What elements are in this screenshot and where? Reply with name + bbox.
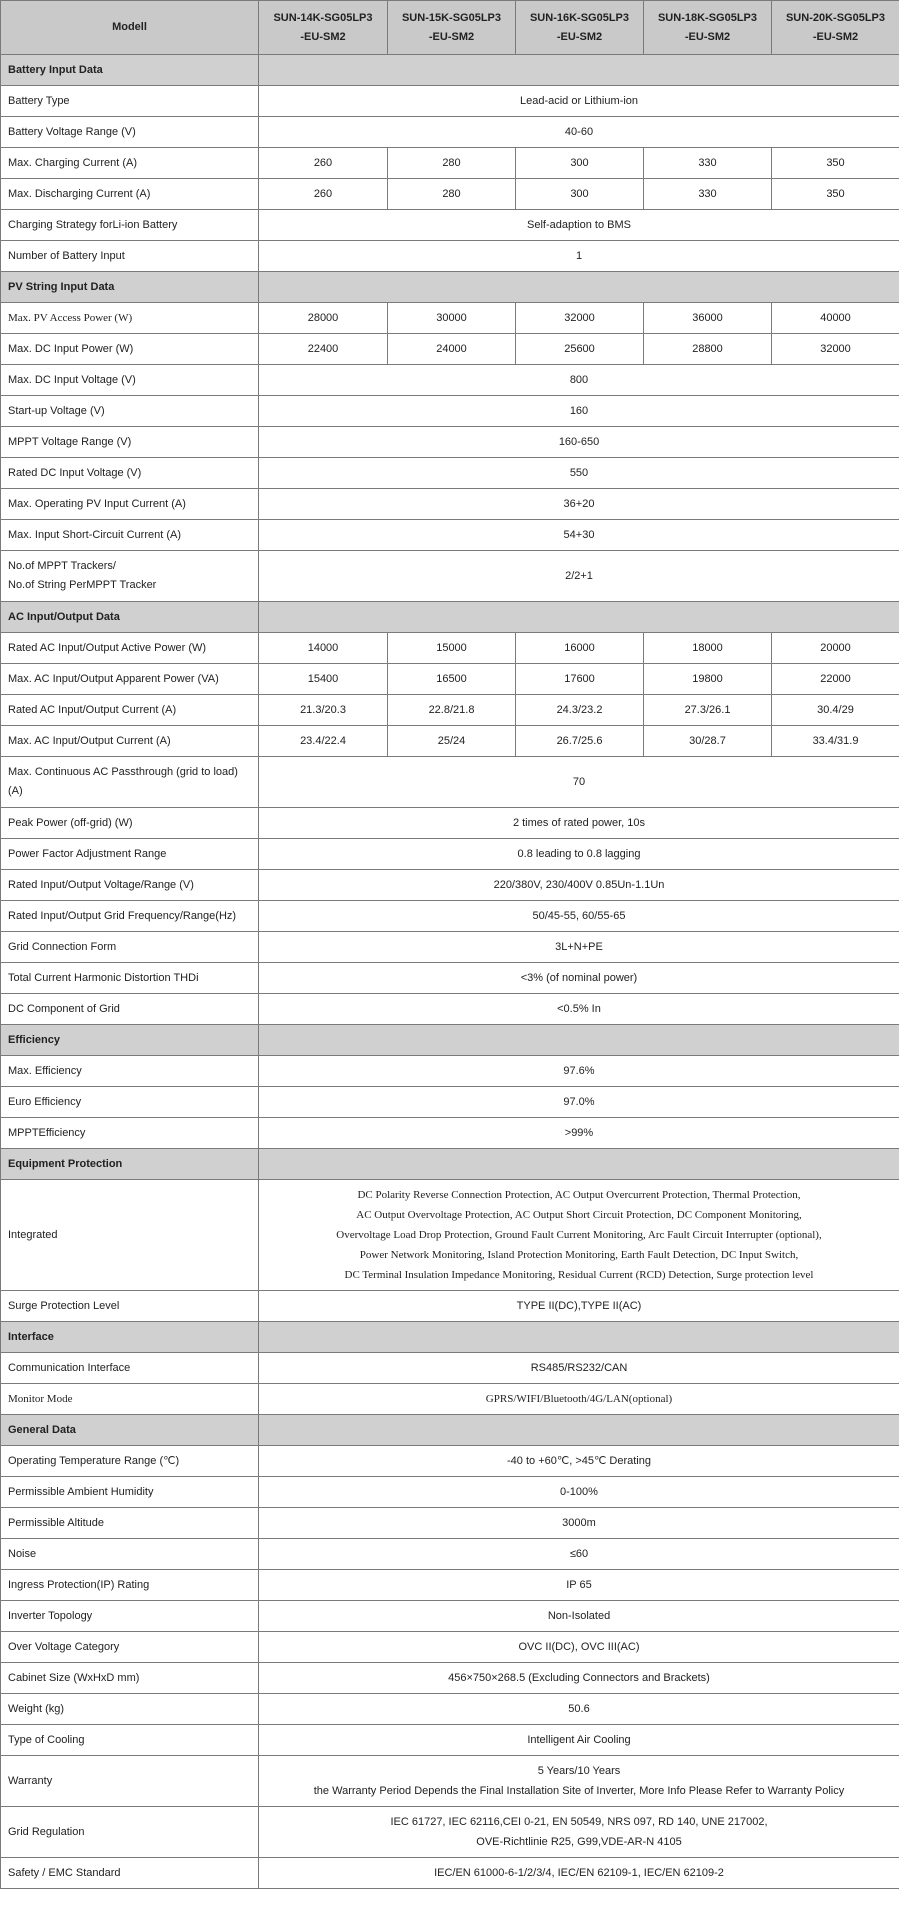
spec-row	[1, 1384, 899, 1415]
spec-value: 16000	[516, 633, 644, 664]
spec-value: 25/24	[388, 726, 516, 757]
spec-value: Intelligent Air Cooling	[259, 1725, 899, 1756]
section-header	[1, 1415, 899, 1446]
spec-row	[1, 870, 899, 901]
spec-row	[1, 1694, 899, 1725]
spec-label: Cabinet Size (WxHxD mm)	[1, 1663, 259, 1694]
spec-value: 22000	[772, 664, 899, 695]
section-title: Interface	[1, 1322, 259, 1353]
section-filler	[259, 602, 899, 633]
spec-row	[1, 1353, 899, 1384]
spec-value: 54+30	[259, 520, 899, 551]
spec-row	[1, 86, 899, 117]
spec-label: Noise	[1, 1539, 259, 1570]
section-title: AC Input/Output Data	[1, 602, 259, 633]
spec-value: 25600	[516, 334, 644, 365]
spec-label: Peak Power (off-grid) (W)	[1, 808, 259, 839]
spec-value: 30/28.7	[644, 726, 772, 757]
spec-row	[1, 334, 899, 365]
spec-row	[1, 303, 899, 334]
spec-value: 220/380V, 230/400V 0.85Un-1.1Un	[259, 870, 899, 901]
spec-value: -40 to +60℃, >45℃ Derating	[259, 1446, 899, 1477]
spec-label: No.of MPPT Trackers/ No.of String PerMPPT Tracker	[1, 551, 259, 602]
spec-row	[1, 901, 899, 932]
spec-value: 33.4/31.9	[772, 726, 899, 757]
spec-row	[1, 633, 899, 664]
spec-label: Rated Input/Output Voltage/Range (V)	[1, 870, 259, 901]
spec-label: Inverter Topology	[1, 1601, 259, 1632]
spec-value: Lead-acid or Lithium-ion	[259, 86, 899, 117]
spec-label: Permissible Altitude	[1, 1508, 259, 1539]
spec-label: Euro Efficiency	[1, 1087, 259, 1118]
spec-value: 97.6%	[259, 1056, 899, 1087]
spec-label: Ingress Protection(IP) Rating	[1, 1570, 259, 1601]
spec-row	[1, 726, 899, 757]
spec-label: Max. DC Input Voltage (V)	[1, 365, 259, 396]
spec-value: <0.5% In	[259, 994, 899, 1025]
spec-label: Weight (kg)	[1, 1694, 259, 1725]
spec-value: 21.3/20.3	[259, 695, 388, 726]
section-title: Equipment Protection	[1, 1149, 259, 1180]
spec-value: 18000	[644, 633, 772, 664]
section-filler	[259, 1025, 899, 1056]
spec-value: Non-Isolated	[259, 1601, 899, 1632]
spec-value: 22.8/21.8	[388, 695, 516, 726]
header-row	[1, 1, 899, 55]
spec-row	[1, 1087, 899, 1118]
spec-value: 16500	[388, 664, 516, 695]
spec-row	[1, 1570, 899, 1601]
model-header: SUN-20K-SG05LP3 -EU-SM2	[772, 1, 899, 55]
spec-value: IEC 61727, IEC 62116,CEI 0-21, EN 50549, NRS 097, RD 140, UNE 217002, OVE-Richtlinie R25, G99,VDE-AR-N 4105	[259, 1807, 899, 1858]
spec-label: Monitor Mode	[1, 1384, 259, 1415]
spec-row	[1, 365, 899, 396]
spec-value: 15000	[388, 633, 516, 664]
spec-label: Start-up Voltage (V)	[1, 396, 259, 427]
spec-value: IEC/EN 61000-6-1/2/3/4, IEC/EN 62109-1, IEC/EN 62109-2	[259, 1858, 899, 1889]
spec-value: 32000	[516, 303, 644, 334]
spec-row	[1, 808, 899, 839]
spec-label: Over Voltage Category	[1, 1632, 259, 1663]
spec-value: 30.4/29	[772, 695, 899, 726]
model-header: SUN-15K-SG05LP3 -EU-SM2	[388, 1, 516, 55]
spec-value: 160	[259, 396, 899, 427]
spec-value: 30000	[388, 303, 516, 334]
spec-value: 15400	[259, 664, 388, 695]
spec-label: Integrated	[1, 1180, 259, 1291]
spec-row	[1, 458, 899, 489]
spec-value: 350	[772, 148, 899, 179]
spec-row	[1, 1477, 899, 1508]
spec-value: 160-650	[259, 427, 899, 458]
spec-table-body	[1, 55, 899, 1889]
spec-row	[1, 1807, 899, 1858]
section-header	[1, 1322, 899, 1353]
spec-value: 456×750×268.5 (Excluding Connectors and Brackets)	[259, 1663, 899, 1694]
section-filler	[259, 1415, 899, 1446]
spec-value: 50/45-55, 60/55-65	[259, 901, 899, 932]
spec-value: <3% (of nominal power)	[259, 963, 899, 994]
spec-value: ≤60	[259, 1539, 899, 1570]
spec-row	[1, 148, 899, 179]
spec-label: Rated DC Input Voltage (V)	[1, 458, 259, 489]
spec-row	[1, 179, 899, 210]
section-header	[1, 1149, 899, 1180]
spec-row	[1, 1539, 899, 1570]
spec-label: Safety / EMC Standard	[1, 1858, 259, 1889]
spec-label: Max. AC Input/Output Current (A)	[1, 726, 259, 757]
spec-value: 5 Years/10 Years the Warranty Period Depends the Final Installation Site of Inverter, More Info Please Refer to Warranty Policy	[259, 1756, 899, 1807]
section-header	[1, 272, 899, 303]
spec-value: 36+20	[259, 489, 899, 520]
spec-label: Type of Cooling	[1, 1725, 259, 1756]
spec-value: Self-adaption to BMS	[259, 210, 899, 241]
spec-value: 14000	[259, 633, 388, 664]
spec-value: 28800	[644, 334, 772, 365]
section-title: General Data	[1, 1415, 259, 1446]
spec-value: 300	[516, 179, 644, 210]
spec-row	[1, 241, 899, 272]
spec-value: 27.3/26.1	[644, 695, 772, 726]
spec-label: Max. PV Access Power (W)	[1, 303, 259, 334]
section-filler	[259, 1149, 899, 1180]
spec-value: 3L+N+PE	[259, 932, 899, 963]
spec-label: Power Factor Adjustment Range	[1, 839, 259, 870]
spec-label: Rated AC Input/Output Active Power (W)	[1, 633, 259, 664]
spec-value: 350	[772, 179, 899, 210]
spec-row	[1, 1180, 899, 1291]
spec-label: Charging Strategy forLi-ion Battery	[1, 210, 259, 241]
model-header: SUN-18K-SG05LP3 -EU-SM2	[644, 1, 772, 55]
model-label: Modell	[1, 1, 259, 55]
spec-label: MPPT Voltage Range (V)	[1, 427, 259, 458]
spec-row	[1, 1725, 899, 1756]
spec-label: Total Current Harmonic Distortion THDi	[1, 963, 259, 994]
spec-label: Battery Voltage Range (V)	[1, 117, 259, 148]
spec-row	[1, 1056, 899, 1087]
spec-row	[1, 1663, 899, 1694]
spec-value: GPRS/WIFI/Bluetooth/4G/LAN(optional)	[259, 1384, 899, 1415]
spec-value: 24.3/23.2	[516, 695, 644, 726]
spec-label: Max. Efficiency	[1, 1056, 259, 1087]
spec-value: 50.6	[259, 1694, 899, 1725]
spec-value: 36000	[644, 303, 772, 334]
section-header	[1, 602, 899, 633]
spec-value: 40000	[772, 303, 899, 334]
spec-value: 22400	[259, 334, 388, 365]
spec-value: 26.7/25.6	[516, 726, 644, 757]
spec-row	[1, 1118, 899, 1149]
spec-value: RS485/RS232/CAN	[259, 1353, 899, 1384]
spec-value: 3000m	[259, 1508, 899, 1539]
spec-label: Rated AC Input/Output Current (A)	[1, 695, 259, 726]
spec-row	[1, 489, 899, 520]
spec-value: 28000	[259, 303, 388, 334]
spec-row	[1, 427, 899, 458]
spec-row	[1, 117, 899, 148]
spec-value: 0-100%	[259, 1477, 899, 1508]
spec-label: MPPTEfficiency	[1, 1118, 259, 1149]
spec-row	[1, 932, 899, 963]
spec-value: 40-60	[259, 117, 899, 148]
section-header	[1, 1025, 899, 1056]
spec-value: 23.4/22.4	[259, 726, 388, 757]
spec-value: 20000	[772, 633, 899, 664]
spec-row	[1, 963, 899, 994]
section-title: Efficiency	[1, 1025, 259, 1056]
spec-value: 300	[516, 148, 644, 179]
spec-value: 70	[259, 757, 899, 808]
spec-value: 17600	[516, 664, 644, 695]
spec-label: Number of Battery Input	[1, 241, 259, 272]
spec-value: 800	[259, 365, 899, 396]
spec-label: Max. DC Input Power (W)	[1, 334, 259, 365]
section-title: Battery Input Data	[1, 55, 259, 86]
spec-value: 260	[259, 179, 388, 210]
model-header: SUN-14K-SG05LP3 -EU-SM2	[259, 1, 388, 55]
spec-value: 97.0%	[259, 1087, 899, 1118]
spec-row	[1, 1632, 899, 1663]
spec-value: >99%	[259, 1118, 899, 1149]
spec-value: 2 times of rated power, 10s	[259, 808, 899, 839]
spec-row	[1, 551, 899, 602]
spec-row	[1, 664, 899, 695]
spec-row	[1, 1446, 899, 1477]
spec-label: Permissible Ambient Humidity	[1, 1477, 259, 1508]
spec-value: 0.8 leading to 0.8 lagging	[259, 839, 899, 870]
spec-value: 32000	[772, 334, 899, 365]
section-filler	[259, 1322, 899, 1353]
section-header	[1, 55, 899, 86]
spec-value: 19800	[644, 664, 772, 695]
spec-label: Grid Connection Form	[1, 932, 259, 963]
spec-value: TYPE II(DC),TYPE II(AC)	[259, 1291, 899, 1322]
spec-row	[1, 520, 899, 551]
section-title: PV String Input Data	[1, 272, 259, 303]
spec-row	[1, 1858, 899, 1889]
spec-row	[1, 695, 899, 726]
spec-value: OVC II(DC), OVC III(AC)	[259, 1632, 899, 1663]
spec-label: Max. Input Short-Circuit Current (A)	[1, 520, 259, 551]
spec-row	[1, 757, 899, 808]
spec-label: Max. Operating PV Input Current (A)	[1, 489, 259, 520]
model-header: SUN-16K-SG05LP3 -EU-SM2	[516, 1, 644, 55]
spec-value: 260	[259, 148, 388, 179]
spec-value: 1	[259, 241, 899, 272]
spec-value: IP 65	[259, 1570, 899, 1601]
spec-label: Grid Regulation	[1, 1807, 259, 1858]
spec-value: 2/2+1	[259, 551, 899, 602]
spec-row	[1, 1508, 899, 1539]
spec-value: 330	[644, 148, 772, 179]
spec-row	[1, 994, 899, 1025]
spec-value: 330	[644, 179, 772, 210]
spec-value: 550	[259, 458, 899, 489]
spec-row	[1, 1291, 899, 1322]
spec-label: DC Component of Grid	[1, 994, 259, 1025]
spec-value: 280	[388, 148, 516, 179]
spec-value: 24000	[388, 334, 516, 365]
section-filler	[259, 55, 899, 86]
spec-row	[1, 839, 899, 870]
spec-label: Communication Interface	[1, 1353, 259, 1384]
spec-row	[1, 396, 899, 427]
spec-label: Operating Temperature Range (℃)	[1, 1446, 259, 1477]
spec-row	[1, 1601, 899, 1632]
spec-value: 280	[388, 179, 516, 210]
spec-label: Battery Type	[1, 86, 259, 117]
spec-label: Warranty	[1, 1756, 259, 1807]
spec-label: Max. Continuous AC Passthrough (grid to load) (A)	[1, 757, 259, 808]
spec-label: Surge Protection Level	[1, 1291, 259, 1322]
spec-row	[1, 1756, 899, 1807]
spec-label: Max. Discharging Current (A)	[1, 179, 259, 210]
section-filler	[259, 272, 899, 303]
spec-label: Max. AC Input/Output Apparent Power (VA)	[1, 664, 259, 695]
spec-label: Rated Input/Output Grid Frequency/Range(Hz)	[1, 901, 259, 932]
spec-value: DC Polarity Reverse Connection Protection, AC Output Overcurrent Protection, Thermal Protection, AC Output Overvoltage Protection, AC Output Short Circuit Protection, DC Component Monitoring, Overvoltage Load Drop Protection, Ground Fault Current Monitoring, Arc Fault Circuit Interrupter (optional), Power Network Monitoring, Island Protection Monitoring, Earth Fault Detection, DC Input Switch, DC Terminal Insulation Impedance Monitoring, Residual Current (RCD) Detection, Surge protection level	[259, 1180, 899, 1291]
spec-row	[1, 210, 899, 241]
spec-label: Max. Charging Current (A)	[1, 148, 259, 179]
